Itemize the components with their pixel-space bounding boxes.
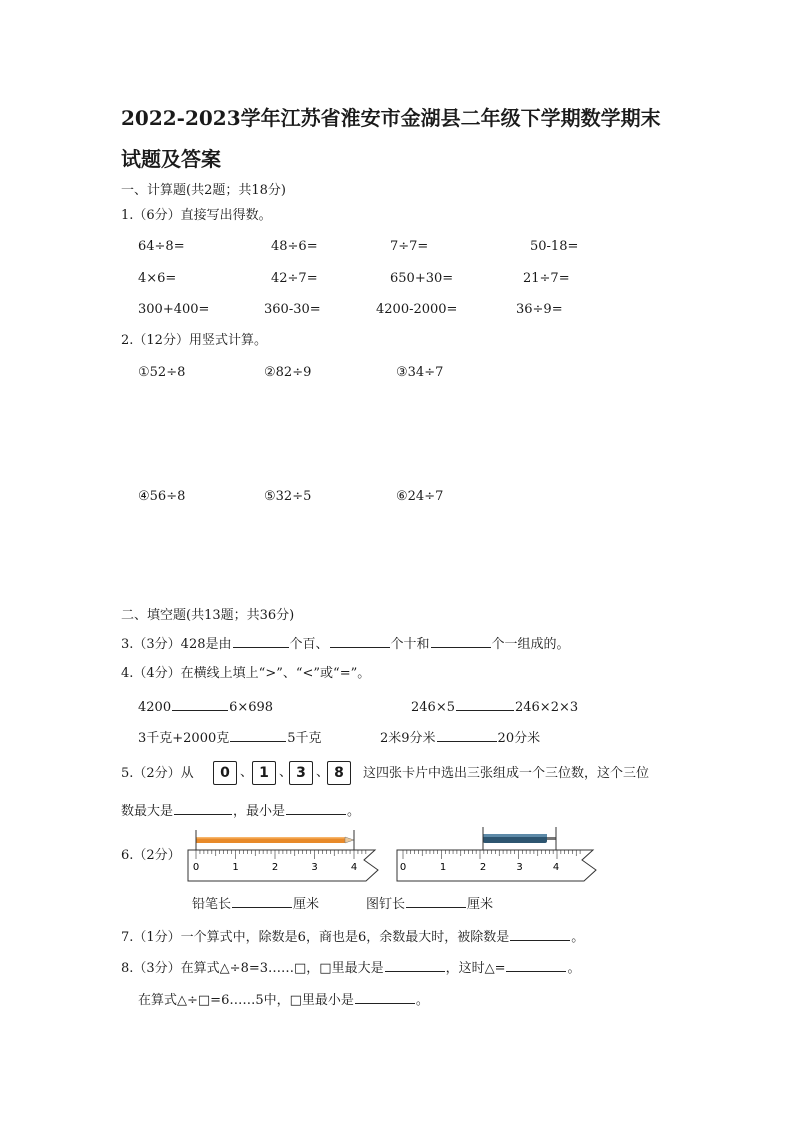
q8-line1: 8.（3分）在算式△÷8=3……□，□里最大是 ，这时△= 。 bbox=[121, 961, 581, 976]
answer-blank[interactable] bbox=[510, 928, 570, 941]
q1-item: 360-30= bbox=[264, 302, 321, 317]
q5-text-b: 这四张卡片中选出三张组成一个三位数，这个三位 bbox=[363, 766, 650, 781]
card-separator: 、 bbox=[316, 765, 330, 780]
ruler-body bbox=[397, 850, 596, 881]
answer-blank[interactable] bbox=[406, 895, 466, 908]
q1-text: 1.（6分）直接写出得数。 bbox=[121, 208, 272, 223]
digit-card: 8 bbox=[327, 761, 351, 785]
tick-label: 3 bbox=[516, 862, 523, 873]
q7-line: 7.（1分）一个算式中，除数是6，商也是6，余数最大时，被除数是 。 bbox=[121, 930, 585, 945]
tick-label: 4 bbox=[350, 862, 358, 873]
pin-icon bbox=[483, 834, 556, 843]
digit-card: 3 bbox=[289, 761, 313, 785]
tick-label: 1 bbox=[232, 862, 239, 873]
q1-item: 36÷9= bbox=[516, 302, 563, 317]
answer-blank[interactable] bbox=[286, 802, 346, 815]
answer-blank[interactable] bbox=[385, 959, 445, 972]
q1-item: 4200-2000= bbox=[376, 302, 458, 317]
q2-item: ⑥24÷7 bbox=[396, 489, 444, 504]
q6-text: 6.（2分） bbox=[121, 848, 181, 863]
answer-blank[interactable] bbox=[431, 635, 491, 648]
q1-item: 50-18= bbox=[530, 239, 579, 254]
q1-item: 64÷8= bbox=[138, 239, 185, 254]
answer-blank[interactable] bbox=[230, 729, 286, 742]
answer-blank[interactable] bbox=[330, 635, 390, 648]
q4-compare-1: 4200 6×698 bbox=[138, 700, 274, 715]
tick-label: 3 bbox=[311, 862, 318, 873]
answer-blank[interactable] bbox=[232, 895, 292, 908]
answer-blank[interactable] bbox=[355, 991, 415, 1004]
q3-text-c: 个十和 bbox=[390, 637, 430, 652]
q2-text: 2.（12分）用竖式计算。 bbox=[121, 333, 267, 348]
q1-item: 21÷7= bbox=[523, 271, 570, 286]
q5-line2: 数最大是 ，最小是 。 bbox=[121, 804, 361, 819]
q1-item: 4×6= bbox=[138, 271, 177, 286]
q2-item: ①52÷8 bbox=[138, 365, 186, 380]
q3-text-d: 个一组成的。 bbox=[491, 637, 570, 652]
answer-blank[interactable] bbox=[506, 959, 566, 972]
q1-item: 42÷7= bbox=[271, 271, 318, 286]
tick-label: 0 bbox=[399, 862, 407, 873]
q3-line bbox=[121, 635, 570, 653]
answer-blank[interactable] bbox=[172, 698, 228, 711]
answer-blank[interactable] bbox=[456, 698, 514, 711]
q4-compare-4: 2米9分米 20分米 bbox=[380, 731, 541, 746]
pencil-icon bbox=[196, 837, 354, 843]
q2-item: ④56÷8 bbox=[138, 489, 186, 504]
pin-length-line: 图钉长 厘米 bbox=[366, 897, 494, 912]
ruler-pin-figure bbox=[394, 823, 608, 885]
digit-card: 0 bbox=[213, 761, 237, 785]
q8-line2: 在算式△÷□=6……5中，□里最小是 。 bbox=[138, 993, 429, 1008]
q2-item: ⑤32÷5 bbox=[264, 489, 312, 504]
pencil-length-line: 铅笔长 厘米 bbox=[192, 897, 320, 912]
answer-blank[interactable] bbox=[174, 802, 232, 815]
q4-compare-2: 246×5 246×2×3 bbox=[411, 700, 579, 715]
answer-blank[interactable] bbox=[233, 635, 289, 648]
tick-label: 1 bbox=[439, 862, 447, 873]
tick-label: 0 bbox=[192, 862, 200, 873]
tick-label: 2 bbox=[271, 862, 279, 873]
q1-item: 7÷7= bbox=[390, 239, 429, 254]
q3-text-a: 3.（3分）428是由 bbox=[121, 637, 232, 652]
section2-heading: 二、填空题(共13题；共36分) bbox=[121, 608, 295, 623]
q4-compare-3: 3千克+2000克 5千克 bbox=[138, 731, 322, 746]
q1-item: 300+400= bbox=[138, 302, 210, 317]
tick-label: 4 bbox=[552, 862, 560, 873]
q1-item: 650+30= bbox=[390, 271, 454, 286]
q1-item: 48÷6= bbox=[271, 239, 318, 254]
q4-text: 4.（4分）在横线上填上“>”、“<”或“=”。 bbox=[121, 666, 371, 681]
section1-heading: 一、计算题(共2题；共18分) bbox=[121, 183, 286, 198]
ruler-pencil-figure bbox=[186, 823, 386, 885]
page-title-line2: 试题及答案 bbox=[121, 147, 221, 171]
q2-item: ③34÷7 bbox=[396, 365, 444, 380]
q3-text-b: 个百、 bbox=[289, 637, 329, 652]
ruler-body bbox=[188, 850, 378, 881]
tick-label: 2 bbox=[479, 862, 487, 873]
q5-text-a: 5.（2分）从 bbox=[121, 766, 194, 781]
card-separator: 、 bbox=[240, 765, 254, 780]
page-title: 2022-2023学年江苏省淮安市金湖县二年级下学期数学期末 bbox=[121, 106, 661, 130]
answer-blank[interactable] bbox=[437, 729, 497, 742]
digit-card: 1 bbox=[252, 761, 276, 785]
q2-item: ②82÷9 bbox=[264, 365, 312, 380]
card-separator: 、 bbox=[279, 765, 293, 780]
